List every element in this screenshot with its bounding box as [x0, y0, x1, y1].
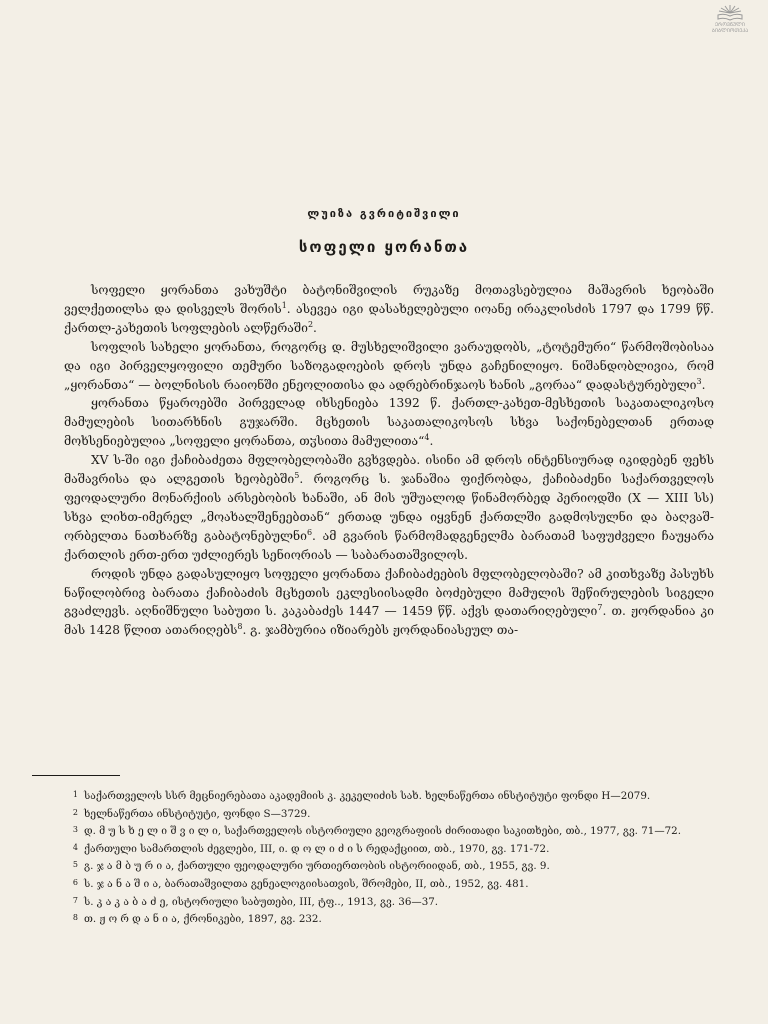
- footnote-number: 3: [72, 825, 78, 835]
- footnote-text: ს. ჯ ა ნ ა შ ი ა, ბარათაშვილთა გენეალოგიისათვის, შრომები, II, თბ., 1952, გვ. 481.: [84, 877, 529, 890]
- paragraph-text: . როგორც ს. ჯანაშია ფიქრობდა, ქაჩიბაძენი საქართველოს ფეოდალური მონარქიის არსებობის ხანაში, ან მის უშუალოდ წინამორბედ პერიოდში (X — XIII სს) სხვა ლიხთ-იმერელ „მოახალშენეებთან“ ერთად უნდა იყვნენ ქართლში გადმოსულნი და ბაღვაშ-ორბელთა ნათხარზე გაბატონებულნი: [64, 472, 714, 543]
- body-paragraph: [64, 565, 714, 641]
- footnote-number: 6: [72, 877, 78, 887]
- footnote-ref: 3: [696, 376, 702, 386]
- footnote-ref: 4: [424, 433, 430, 443]
- body-paragraph: [64, 451, 714, 564]
- footnote: [58, 805, 710, 823]
- paragraph-text: XV ს-ში იგი ქაჩიბაძეთა მფლობელობაში გვხვდება. ისინი ამ დროს ინტენსიურად იკიდებენ ფეხს მაშავრისა და ალგეთის ხეობებში: [64, 453, 714, 487]
- library-logo: [702, 4, 758, 34]
- footnote-text: გ. ჯ ა მ ბ უ რ ი ა, ქართული ფეოდალური ურთიერთობის ისტორიიდან, თბ., 1955, გვ. 9.: [84, 860, 550, 873]
- article-title: სოფელი ყორანთა: [298, 238, 470, 256]
- footnote-number: 2: [72, 807, 78, 817]
- footnote-text: ხელნაწერთა ინსტიტუტი, ფონდი S—3729.: [84, 807, 311, 820]
- paragraph-text: . თ. ჟორდანია კი მას 1428 წლით ათარიღებს: [64, 604, 714, 638]
- footnote-text: თ. ჟ ო რ დ ა ნ ი ა, ქრონიკები, 1897, გვ. 232.: [84, 913, 322, 926]
- footnote-number: 5: [72, 860, 78, 870]
- footnote: [58, 787, 710, 805]
- article-body: [64, 281, 714, 640]
- footnote-number: 8: [72, 913, 78, 923]
- footnote-text: ს. კ ა კ ა ბ ა ძ ე, ისტორიული საბუთები, III, ტფ.., 1913, გვ. 36—37.: [84, 895, 439, 908]
- footnote-number: 1: [72, 790, 78, 799]
- footnote-ref: 8: [237, 622, 243, 632]
- footnote-number: 4: [72, 842, 78, 852]
- footnote-ref: 2: [307, 319, 314, 329]
- paragraph-text: .: [701, 377, 706, 392]
- body-paragraph: [64, 338, 714, 395]
- footnote-text: ქართული სამართლის ძეგლები, III, ი. დ ო ლ ი ძ ი ს რედაქციით, თბ., 1970, გვ. 171-72.: [84, 842, 550, 855]
- paragraph-text: . ასევეა იგი დასახელებული იოანე ირაკლისძის 1797 და 1799 წწ. ქართლ-კახეთის სოფლების ალწერაში: [64, 301, 714, 335]
- footnote: [58, 893, 710, 911]
- body-paragraph: [64, 394, 714, 451]
- footnote-number: 7: [72, 895, 78, 905]
- body-paragraph: [64, 281, 714, 338]
- footnote: [58, 910, 710, 928]
- library-logo-line2: ᲑᲘᲑᲚᲘᲝᲗᲔᲙᲐ: [711, 28, 749, 34]
- paragraph-text: ყორანთა წყაროებში პირველად იხსენიება 1392 წ. ქართლ-კახეთ-მესხეთის საკათალიკოსო მამულების სითარხნის გუჯარში. მცხეთის საკათალიკოსოს სხვა საქონებელთან ერთად მოხსენიებულია „სოფელი ყორანთა, თჳსითა მამულითა“: [64, 396, 714, 449]
- footnote-ref: 1: [281, 300, 287, 310]
- paragraph-text: სოფელი ყორანთა ვახუშტი ბატონიშვილის რუკაზე მოთავსებულია მაშავრის ხეობაში ველქეთილსა და დისველს შორის: [64, 283, 714, 316]
- paragraph-text: . გ. ჯამბურია იზიარებს ჟორდანიასეულ თა-: [242, 623, 519, 638]
- author-name: ლუიზა გვრიტიშვილი: [307, 207, 461, 220]
- footnote-ref: 6: [306, 527, 313, 537]
- paragraph-text: სოფლის სახელი ყორანთა, როგორც დ. მუსხელიშვილი ვარაუდობს, „ტოტემური“ წარმოშობისაა და იგი პირველყოფილი თემური საზოგადოების დროს უნდა გაჩენილიყო. ნიშანდობლივია, რომ „ყორანთა“ — ბოლნისის რაიონში ენეოლითისა და ადრებრინჯაოს ხანის „გორაა“ დადასტურებული: [64, 339, 714, 392]
- paragraph-text: როდის უნდა გადასულიყო სოფელი ყორანთა ქაჩიბაძეების მფლობელობაში? ამ კითხვაზე პასუხს ნაწილობრივ ბარათა ქაჩიბაძის მცხეთის ეკლესიისადმი ბოძებული მამულის შეწირულების სიგელი გვაძლევს. აღნიშნული საბუთი ს. კაკაბაძეს 1447 — 1459 წწ. აქვს დათარიღებული: [64, 566, 714, 619]
- paragraph-text: .: [429, 434, 434, 449]
- footnotes: [58, 787, 710, 928]
- footnote-text: საქართველოს სსრ მეცნიერებათა აკადემიის კ. კეკელიძის სახ. ხელნაწერთა ინსტიტუტი ფონდი H—2079.: [84, 790, 651, 802]
- book-rays-icon: [715, 4, 745, 22]
- paragraph-text: .: [313, 320, 317, 335]
- footnote-ref: 5: [294, 471, 300, 480]
- footnote-text: დ. მ უ ს ხ ე ლ ი შ ვ ი ლ ი, საქართველოს ისტორიული გეოგრაფიის ძირითადი საკითხები, თბ., 1977, გვ. 71—72.: [84, 825, 682, 838]
- footnote-ref: 7: [597, 603, 603, 613]
- footnote: [58, 875, 710, 893]
- library-logo-line1: ᲔᲠᲝᲕᲜᲣᲚᲘ: [715, 22, 745, 28]
- footnote: [58, 840, 710, 858]
- paragraph-text: . ამ გვარის წარმომადგენელმა ბარათამ საფუძველი ჩაუყარა ქართლის ერთ-ერთ უძლიერეს სენიორიას — საბარათაშვილოს.: [64, 528, 714, 562]
- footnote-separator: [32, 775, 120, 776]
- footnote: [58, 857, 710, 875]
- footnote: [58, 822, 710, 840]
